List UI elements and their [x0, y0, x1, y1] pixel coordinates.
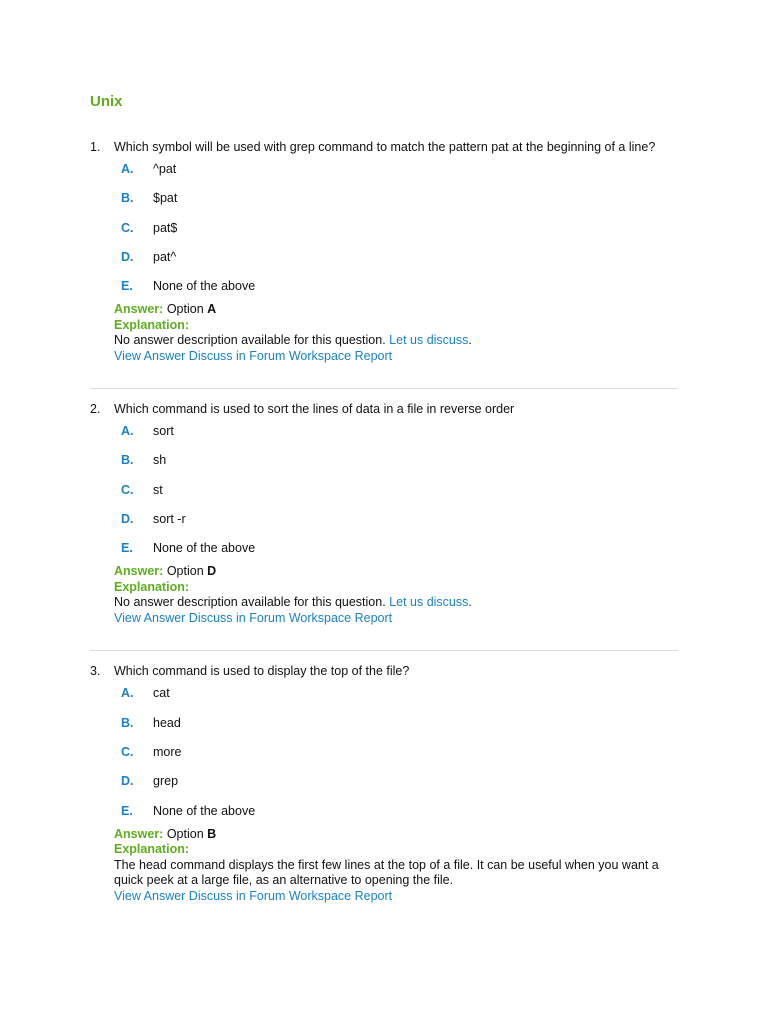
answer-block — [114, 827, 678, 905]
action-links[interactable]: View Answer Discuss in Forum Workspace Report — [114, 348, 393, 363]
question-number: 1. — [90, 140, 101, 154]
answer-value: A — [207, 302, 217, 317]
answer-prefix: Option — [166, 826, 204, 841]
option-b[interactable] — [121, 453, 678, 468]
explanation-text: The head command displays the first few lines at the top of a file. It can be useful when you want a quick peek at a large file, as an alternative to opening the file. — [114, 857, 659, 888]
option-letter: C. — [121, 220, 134, 235]
divider — [90, 388, 678, 389]
explanation-text: No answer description available for this question. — [114, 595, 386, 610]
period: . — [468, 333, 472, 348]
option-letter: C. — [121, 744, 134, 759]
option-text: $pat — [153, 191, 178, 206]
options-list — [121, 162, 678, 294]
question-1 — [90, 140, 678, 364]
option-text: sort — [153, 424, 174, 439]
option-e[interactable] — [121, 541, 678, 556]
answer-line — [114, 564, 678, 580]
answer-value: D — [207, 564, 217, 579]
answer-line — [114, 827, 678, 843]
option-text: cat — [153, 686, 170, 701]
explanation-line — [114, 595, 678, 611]
question-row — [90, 664, 678, 679]
period: . — [468, 595, 472, 610]
question-number: 2. — [90, 402, 101, 417]
option-text: None of the above — [153, 279, 256, 294]
option-text: st — [153, 482, 163, 497]
option-letter: A. — [121, 162, 134, 176]
question-text: Which command is used to sort the lines of data in a file in reverse order — [114, 402, 515, 417]
option-text: pat$ — [153, 220, 178, 235]
option-d[interactable] — [121, 774, 678, 789]
answer-label: Answer: — [114, 826, 164, 841]
divider — [90, 650, 678, 651]
option-letter: E. — [121, 541, 133, 556]
option-letter: D. — [121, 774, 134, 789]
question-3 — [90, 664, 678, 904]
option-letter: D. — [121, 512, 134, 527]
option-c[interactable] — [121, 483, 678, 498]
option-letter: C. — [121, 482, 134, 497]
option-text: more — [153, 744, 182, 759]
answer-line — [114, 302, 678, 318]
option-b[interactable] — [121, 716, 678, 731]
option-text: None of the above — [153, 803, 256, 818]
option-a[interactable] — [121, 162, 678, 177]
action-links[interactable]: View Answer Discuss in Forum Workspace Report — [114, 610, 393, 625]
option-b[interactable] — [121, 191, 678, 206]
option-c[interactable] — [121, 745, 678, 760]
explanation-label: Explanation: — [114, 317, 190, 332]
answer-prefix: Option — [166, 302, 204, 317]
question-text: Which symbol will be used with grep command to match the pattern pat at the beginning of a line? — [114, 140, 656, 154]
option-text: grep — [153, 774, 179, 789]
option-text: sort -r — [153, 512, 186, 527]
option-text: None of the above — [153, 541, 256, 556]
explanation-label: Explanation: — [114, 579, 190, 594]
answer-prefix: Option — [166, 564, 204, 579]
option-a[interactable] — [121, 686, 678, 701]
option-letter: B. — [121, 191, 134, 206]
question-row — [90, 140, 678, 155]
option-letter: B. — [121, 453, 134, 468]
option-letter: D. — [121, 249, 134, 264]
answer-value: B — [207, 826, 217, 841]
option-a[interactable] — [121, 424, 678, 439]
options-list — [121, 686, 678, 818]
option-text: ^pat — [153, 162, 177, 176]
document-page — [90, 92, 678, 904]
explanation-text: No answer description available for this question. — [114, 333, 386, 348]
answer-label: Answer: — [114, 302, 164, 317]
answer-block — [114, 564, 678, 626]
options-list — [121, 424, 678, 556]
answer-label: Answer: — [114, 564, 164, 579]
option-text: head — [153, 715, 181, 730]
question-row — [90, 402, 678, 417]
option-e[interactable] — [121, 804, 678, 819]
option-letter: E. — [121, 279, 133, 294]
option-d[interactable] — [121, 512, 678, 527]
explanation-line — [114, 333, 678, 349]
option-letter: B. — [121, 715, 134, 730]
question-text: Which command is used to display the top of the file? — [114, 664, 410, 679]
option-text: pat^ — [153, 249, 177, 264]
answer-block — [114, 302, 678, 364]
option-e[interactable] — [121, 279, 678, 294]
option-d[interactable] — [121, 250, 678, 265]
explanation-label: Explanation: — [114, 842, 190, 857]
option-letter: A. — [121, 424, 134, 439]
page-title: Unix — [90, 93, 123, 110]
option-text: sh — [153, 453, 167, 468]
discuss-link[interactable]: Let us discuss — [389, 333, 469, 348]
question-number: 3. — [90, 664, 101, 679]
option-letter: A. — [121, 686, 134, 701]
action-links[interactable]: View Answer Discuss in Forum Workspace Report — [114, 888, 393, 903]
option-c[interactable] — [121, 221, 678, 236]
discuss-link[interactable]: Let us discuss — [389, 595, 469, 610]
option-letter: E. — [121, 803, 133, 818]
question-2 — [90, 402, 678, 626]
